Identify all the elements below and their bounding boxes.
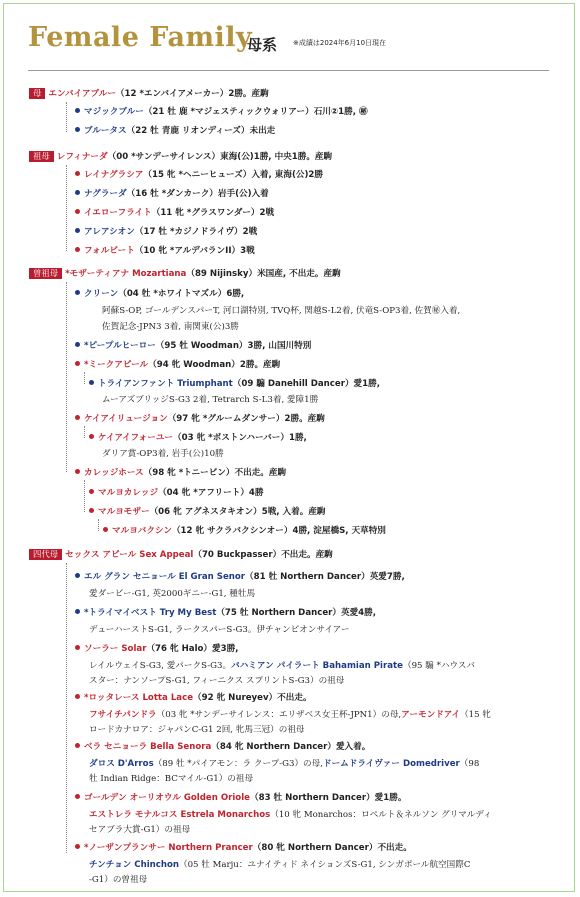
horse-name: ソーラー Solar <box>84 644 147 654</box>
red-dot-icon <box>89 434 94 439</box>
red-dot-icon <box>75 361 80 366</box>
record-text: （89 牡 *パイアモン：ラ クープ-G3）の母, <box>153 759 323 769</box>
horse-desc: （97 牝 *グルームダンサー）2勝。産駒 <box>167 414 325 424</box>
horse-name: ケイアイフォーユー <box>98 433 174 443</box>
page-title: Female Family <box>28 22 253 53</box>
record-text: レイルウェイS-G3, 愛パークS-G3。 <box>89 661 232 671</box>
red-dot-icon <box>75 844 80 849</box>
red-dot-icon <box>75 694 80 699</box>
granddam-line <box>29 151 332 164</box>
horse-record <box>89 660 475 673</box>
red-dot-icon <box>75 171 80 176</box>
horse-record: ダリア賞-OP3着, 岩手(公)10勝 <box>102 449 224 459</box>
list-item <box>75 226 257 239</box>
horse-desc: （92 牝 Nureyev）不出走。 <box>193 693 312 703</box>
record-text: （15 牝 <box>460 710 491 720</box>
blue-dot-icon <box>75 573 80 578</box>
horse-record: 阿蘇S-OP, ゴールデンスパーT, 河口湖特別, TVQ杯, 関越S-L2着, 伏竜S-OP3着, 佐賀㊙入着, <box>102 306 461 316</box>
horse-name: *ミークアピール <box>84 360 149 370</box>
list-item <box>75 467 286 480</box>
list-item <box>75 340 311 353</box>
descendant-name: チンチョン Chinchon <box>89 860 179 870</box>
horse-name: マルヨカレッジ <box>98 488 159 498</box>
horse-name: ゴールデン オーリオウル Golden Oriole <box>84 793 250 803</box>
list-item <box>75 125 275 138</box>
horse-desc: （83 牡 Northern Dancer）愛1勝。 <box>250 793 407 803</box>
horse-desc: （22 牡 青鹿 リオンディーズ）未出走 <box>126 126 276 136</box>
horse-desc: （98 牝 *トニービン）不出走。産駒 <box>143 468 287 478</box>
great-granddam-desc: （89 Nijinsky）米国産, 不出走。産駒 <box>186 269 341 279</box>
tree-line <box>66 563 67 853</box>
horse-desc: （16 牡 *ダンカーク）岩手(公)入着 <box>126 189 269 199</box>
horse-desc: （84 牝 Northern Dancer）愛入着。 <box>211 742 371 752</box>
horse-desc: （75 牡 Northern Dancer）英愛4勝, <box>216 608 377 618</box>
horse-record: デューハーストS-G1, ラークスパーS-G3。伊チャンピオンサイアー <box>89 625 350 635</box>
horse-record <box>89 709 491 722</box>
horse-record <box>89 859 470 872</box>
tree-line <box>84 426 85 438</box>
list-item <box>89 432 307 445</box>
horse-record: 佐賀記念-JPN3 3着, 南関東(公)3勝 <box>102 322 239 332</box>
horse-desc: （21 牡 鹿 *マジェスティックウォリアー）石川②1勝, ㊙ <box>143 107 368 117</box>
page-subtitle: 母系 <box>247 36 278 54</box>
horse-record <box>89 758 479 771</box>
red-dot-icon <box>75 247 80 252</box>
blue-dot-icon <box>75 190 80 195</box>
great-granddam-tag: 曽祖母 <box>29 268 62 279</box>
header-divider <box>28 70 549 71</box>
record-text: （95 騸 *ハウスバ <box>402 661 475 671</box>
record-text: （03 牝 *サンデーサイレンス：エリザベス女王杯-JPN1）の母, <box>156 710 402 720</box>
horse-record: スター：ナンソープS-G1, フィーニクス スプリントS-G3）の祖母 <box>89 676 345 686</box>
red-dot-icon <box>75 743 80 748</box>
record-text: （05 牡 Marju：ユナイティド ネイションズS-G1, シンガポール航空国際C <box>179 860 471 870</box>
horse-name: マルヨモザー <box>98 507 150 517</box>
horse-record: -G1）の曽祖母 <box>89 875 148 885</box>
horse-name: ケイアイリュージョン <box>84 414 168 424</box>
blue-dot-icon <box>89 380 94 385</box>
list-item <box>103 525 386 538</box>
horse-desc: （94 牝 Woodman）2勝。産駒 <box>148 360 281 370</box>
horse-name: レイナグラシア <box>84 170 144 180</box>
horse-desc: （17 牡 *カジノドライヴ）2戦 <box>134 227 258 237</box>
fourth-dam-tag: 四代母 <box>29 549 62 560</box>
horse-record: ロードカナロア：ジャパンC-G1 2回, 牝馬三冠）の祖母 <box>89 725 305 735</box>
list-item <box>75 188 269 201</box>
red-dot-icon <box>89 489 94 494</box>
red-dot-icon <box>75 645 80 650</box>
horse-name: イエローフライト <box>84 208 152 218</box>
horse-desc: （76 牝 Halo）愛3勝, <box>146 644 239 654</box>
horse-name: フォルビート <box>84 246 135 256</box>
red-dot-icon <box>75 415 80 420</box>
list-item <box>75 692 312 705</box>
great-granddam-name: *モザーティアナ Mozartiana <box>65 269 187 279</box>
horse-desc: （03 牝 *ボストンハーバー）1勝, <box>173 433 307 443</box>
granddam-name: レフィナーダ <box>56 152 108 162</box>
red-dot-icon <box>103 527 108 532</box>
list-item <box>75 741 370 754</box>
horse-desc: （04 牝 *アフリート）4勝 <box>158 488 264 498</box>
horse-name: クリーン <box>84 289 119 299</box>
tree-line <box>66 282 67 472</box>
descendant-name: フサイチパンドラ <box>89 710 157 720</box>
record-text: （10 牝 Monarchos：ロペルト＆ネルソン グリマルディ <box>270 810 492 820</box>
horse-name: ブルータス <box>84 126 127 136</box>
red-dot-icon <box>75 469 80 474</box>
list-item <box>75 106 368 119</box>
list-item <box>89 506 326 519</box>
horse-name: トライアンファント Triumphant <box>98 379 233 389</box>
dam-tag: 母 <box>29 88 45 99</box>
tree-line <box>98 519 99 531</box>
fourth-dam-line <box>29 549 333 562</box>
dam-line <box>29 88 269 101</box>
blue-dot-icon <box>75 609 80 614</box>
horse-name: *トライマイベスト Try My Best <box>84 608 217 618</box>
descendant-name: ドームドライヴァー Domedriver <box>322 759 460 769</box>
horse-name: ベラ セニョーラ Bella Senora <box>84 742 212 752</box>
horse-name: ナグラーダ <box>84 189 127 199</box>
descendant-name: バハミアン パイラート Bahamian Pirate <box>231 661 403 671</box>
list-item <box>75 842 412 855</box>
descendant-name: エストレラ モナルコス Estrela Monarchos <box>89 810 271 820</box>
horse-desc: （15 牝 *ヘニーヒューズ）入着, 東海(公)2勝 <box>143 170 323 180</box>
fourth-dam-desc: （70 Buckpasser）不出走。産駒 <box>193 550 333 560</box>
horse-name: アレアシオン <box>84 227 135 237</box>
horse-desc: （04 牡 *ホワイトマズル）6勝, <box>118 289 245 299</box>
horse-desc: （11 牝 *グラスワンダー）2戦 <box>151 208 275 218</box>
horse-desc: （80 牝 Northern Dancer）不出走。 <box>252 843 412 853</box>
descendant-name: アーモンドアイ <box>401 710 461 720</box>
horse-record: 牡 Indian Ridge：BCマイル-G1）の祖母 <box>89 774 254 784</box>
horse-name: マルヨバクシン <box>112 526 172 536</box>
granddam-desc: （00 *サンデーサイレンス）東海(公)1勝, 中央1勝。産駒 <box>107 152 333 162</box>
tree-line <box>84 372 85 384</box>
blue-dot-icon <box>75 228 80 233</box>
horse-desc: （81 牡 Northern Dancer）英愛7勝, <box>245 572 405 582</box>
list-item <box>89 378 380 391</box>
fourth-dam-name: セックス アピール Sex Appeal <box>65 550 194 560</box>
list-item <box>75 359 280 372</box>
great-granddam-line <box>29 268 341 281</box>
horse-desc: （06 牝 アグネスタキオン）5戦, 入着。産駒 <box>149 507 326 517</box>
tree-line <box>66 102 67 132</box>
list-item <box>75 643 238 656</box>
dam-name: エンバイアブルー <box>48 89 116 99</box>
horse-name: *ピープルヒーロー <box>84 341 156 351</box>
horse-desc: （09 騸 Danehill Dancer）愛1勝, <box>232 379 380 389</box>
horse-desc: （10 牝 *アルデバランII）3戦 <box>134 246 255 256</box>
horse-record: ムーアズブリッジS-G3 2着, Tetrarch S-L3着, 愛障1勝 <box>102 395 319 405</box>
horse-name: *ノーザンプランサー Northern Prancer <box>84 843 253 853</box>
blue-dot-icon <box>75 127 80 132</box>
as-of-note: ※成績は2024年6月10日現在 <box>293 39 387 47</box>
horse-name: マジックブルー <box>84 107 144 117</box>
list-item <box>75 288 244 301</box>
horse-desc: （95 牡 Woodman）3勝, 山国川特別 <box>155 341 312 351</box>
horse-name: エル グラン セニョール El Gran Senor <box>84 572 246 582</box>
blue-dot-icon <box>75 290 80 295</box>
granddam-tag: 祖母 <box>29 151 54 162</box>
red-dot-icon <box>75 209 80 214</box>
red-dot-icon <box>75 794 80 799</box>
horse-desc: （12 牝 サクラバクシンオー）4勝, 淀屋橋S, 天草特別 <box>171 526 386 536</box>
list-item <box>75 607 376 620</box>
horse-name: *ロッタレース Lotta Lace <box>84 693 194 703</box>
record-text: （98 <box>459 759 480 769</box>
list-item <box>75 413 325 426</box>
horse-record <box>89 809 492 822</box>
list-item <box>75 207 274 220</box>
blue-dot-icon <box>75 108 80 113</box>
descendant-name: ダロス D'Arros <box>89 759 154 769</box>
blue-dot-icon <box>75 342 80 347</box>
list-item <box>75 169 323 182</box>
list-item <box>75 792 406 805</box>
list-item <box>75 245 255 258</box>
horse-record: セアブラ大賞-G1）の祖母 <box>89 825 191 835</box>
dam-desc: （12 *エンバイアメーカー）2勝。産駒 <box>115 89 269 99</box>
horse-name: カレッジホース <box>84 468 144 478</box>
list-item <box>89 487 264 500</box>
tree-line <box>84 480 85 512</box>
list-item <box>75 571 405 584</box>
tree-line <box>66 165 67 251</box>
red-dot-icon <box>89 508 94 513</box>
horse-record: 愛ダービー-G1, 英2000ギニー-G1, 種牡馬 <box>89 589 256 599</box>
